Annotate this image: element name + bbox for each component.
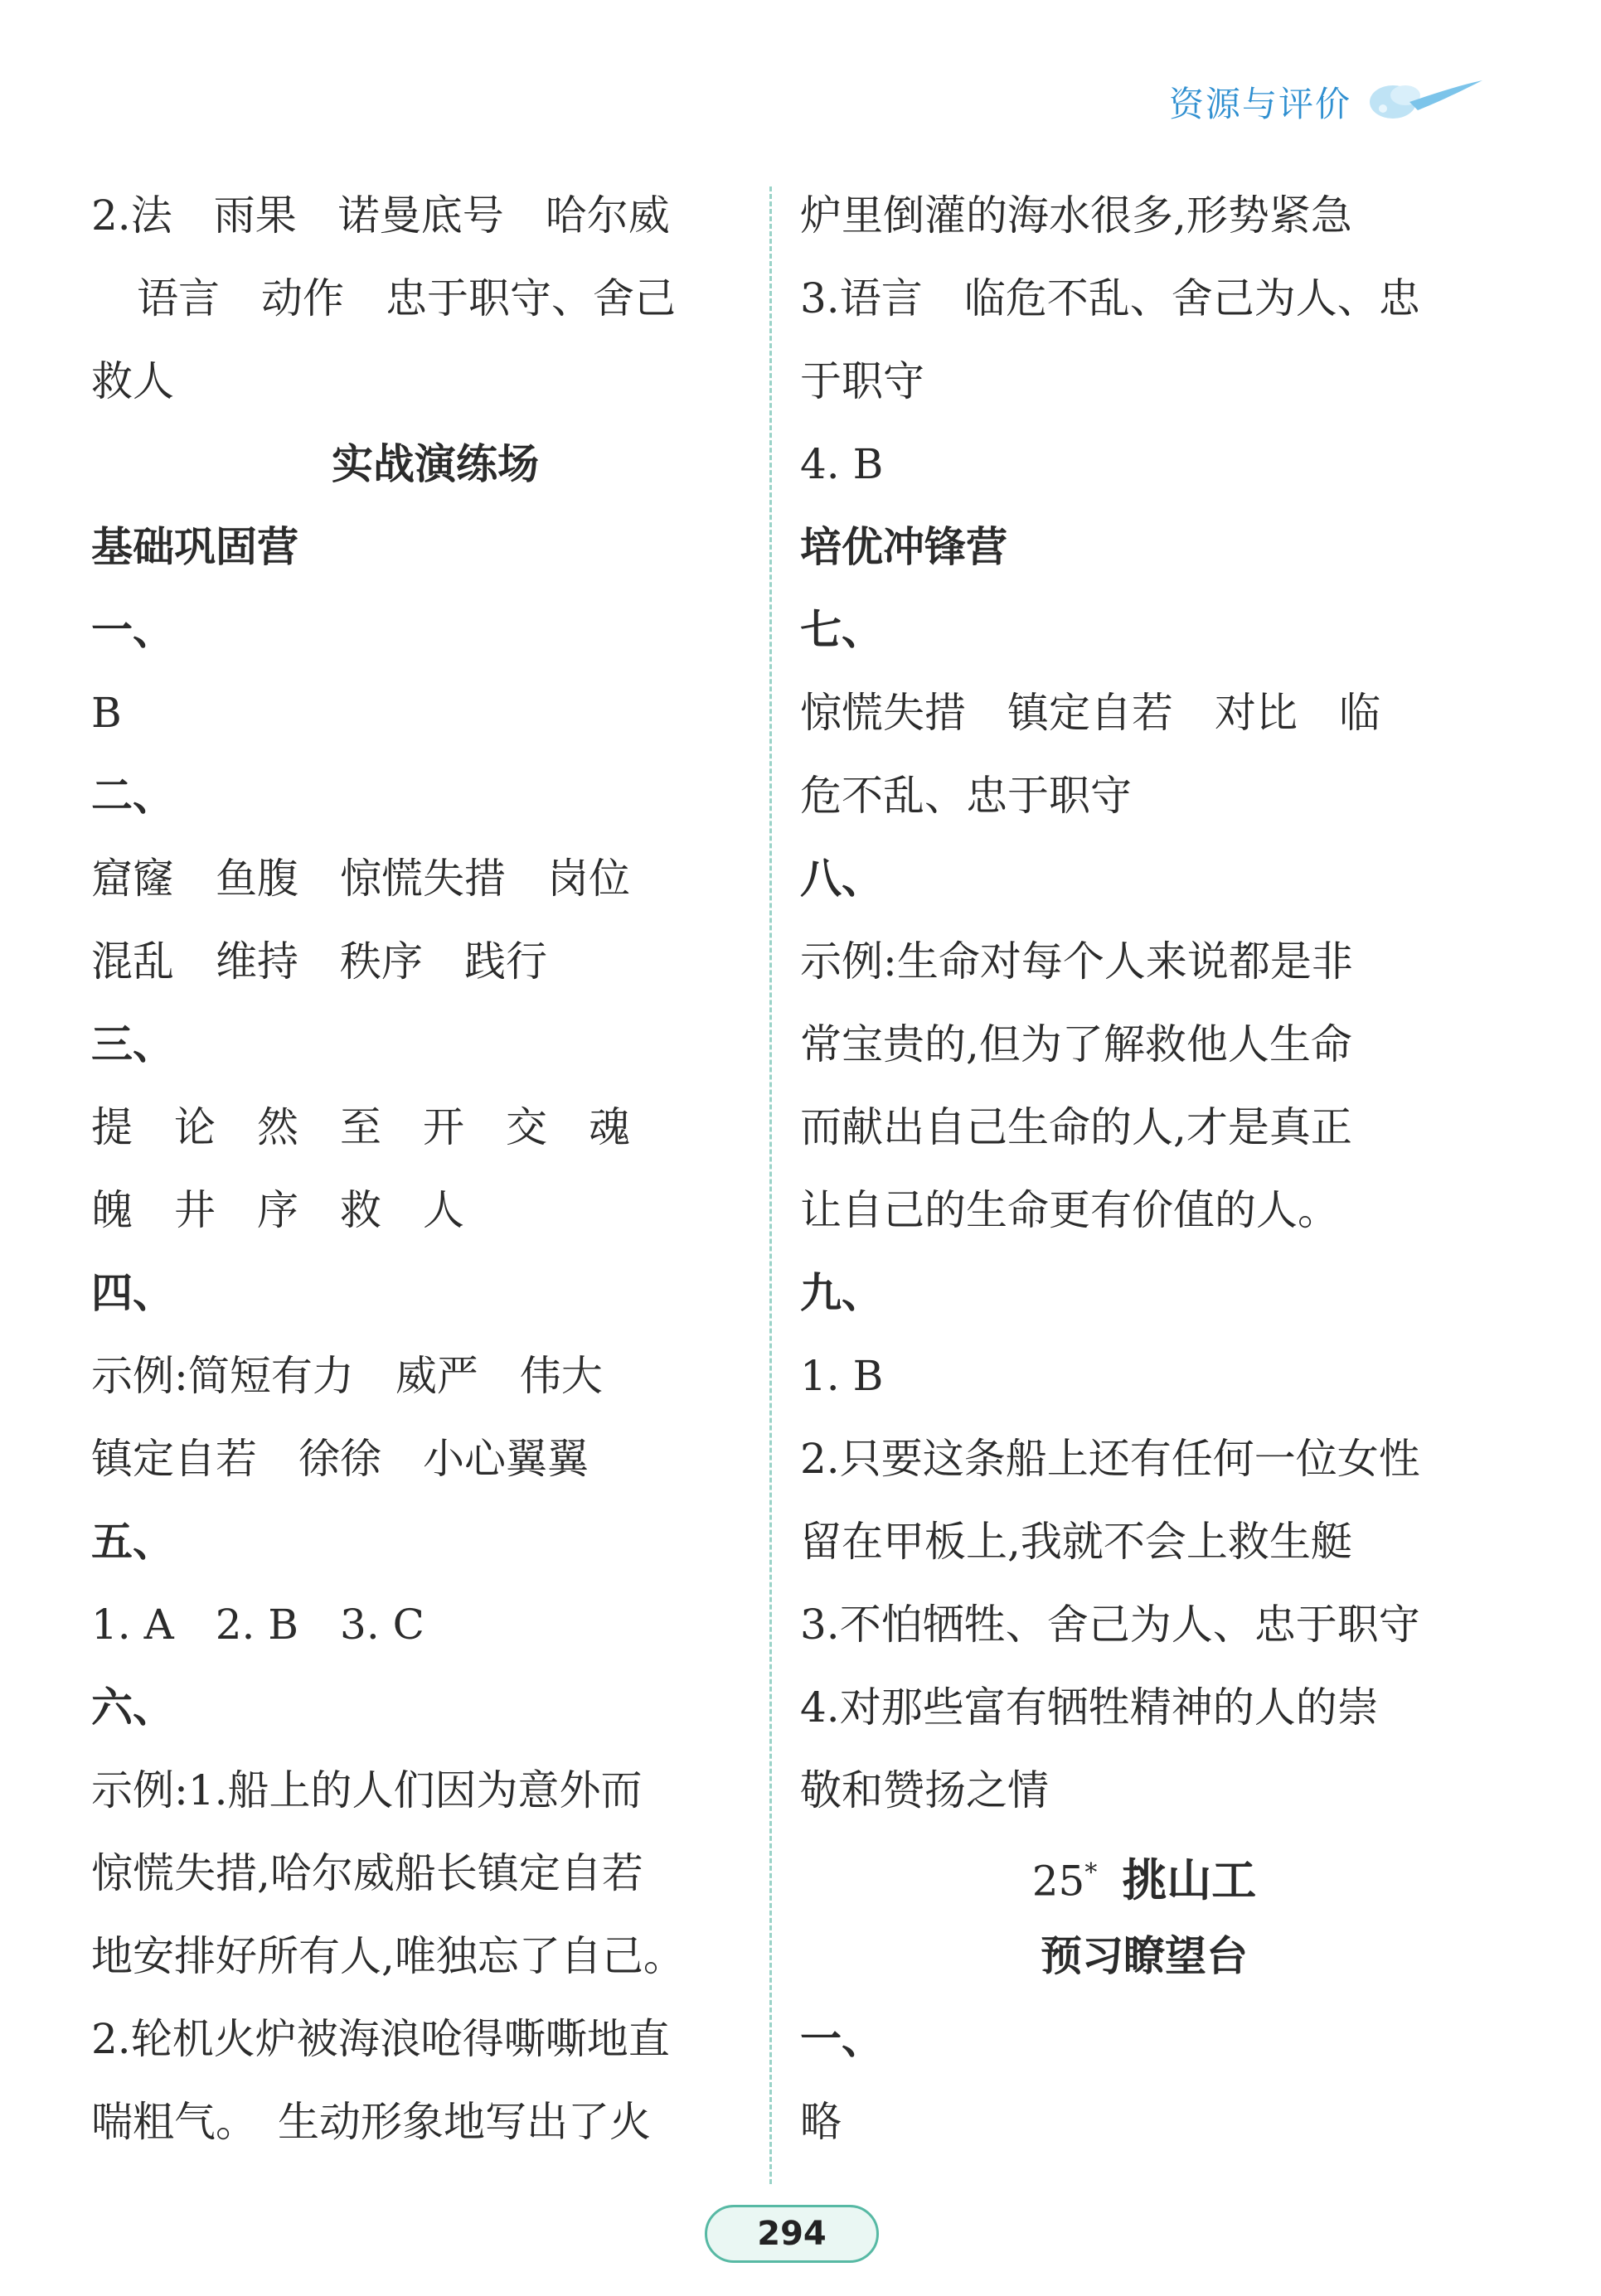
- text-line: 示例:生命对每个人来说都是非: [800, 937, 1353, 986]
- text-line: 1. A 2. B 3. C: [91, 1601, 425, 1649]
- text-line: 常宝贵的,但为了解救他人生命: [800, 1020, 1352, 1068]
- brush-decoration-icon: [1360, 77, 1484, 127]
- text-line: 示例:简短有力 威严 伟大: [91, 1352, 603, 1400]
- question-number: 一、: [800, 2015, 883, 2063]
- text-line: 2.轮机火炉被海浪呛得嘶嘶地直: [91, 2015, 670, 2063]
- question-number: 四、: [91, 1269, 174, 1317]
- text-line: 提 论 然 至 开 交 魂: [91, 1103, 630, 1151]
- text-line: 4.对那些富有牺牲精神的人的崇: [800, 1683, 1379, 1732]
- text-line: 而献出自己生命的人,才是真正: [800, 1103, 1352, 1151]
- text-line: 地安排好所有人,唯独忘了自己。: [91, 1932, 685, 1980]
- lesson-mark: *: [1084, 1858, 1098, 1887]
- lesson-number: 25: [1031, 1857, 1085, 1906]
- text-line: 略: [800, 2098, 842, 2146]
- text-line: 3.语言 临危不乱、舍己为人、忠: [800, 274, 1420, 322]
- text-line: 敬和赞扬之情: [800, 1766, 1049, 1814]
- text-line: 魄 井 序 救 人: [91, 1186, 464, 1234]
- section-title: 预习瞭望台: [1041, 1932, 1248, 1980]
- text-line: 示例:1.船上的人们因为意外而: [91, 1766, 643, 1814]
- subsection-title: 基础巩固营: [91, 523, 298, 571]
- header-title: 资源与评价: [1169, 84, 1352, 124]
- text-line: 喘粗气。 生动形象地写出了火: [91, 2098, 651, 2146]
- text-line: 镇定自若 徐徐 小心翼翼: [91, 1435, 589, 1483]
- right-column: [800, 174, 1488, 2163]
- text-line: 惊慌失措,哈尔威船长镇定自若: [91, 1849, 643, 1897]
- text-line: 2.法 雨果 诺曼底号 哈尔威: [91, 191, 670, 240]
- section-title: 实战演练场: [332, 440, 539, 488]
- text-line: 3.不怕牺牲、舍己为人、忠于职守: [800, 1601, 1420, 1649]
- column-divider: [769, 186, 772, 2184]
- question-number: 九、: [800, 1269, 883, 1317]
- page-number: 294: [757, 2215, 827, 2253]
- question-number: 一、: [91, 606, 174, 654]
- lesson-heading: [800, 1832, 1488, 1915]
- text-line: 窟窿 鱼腹 惊慌失措 岗位: [91, 855, 630, 903]
- left-column: [91, 174, 779, 2163]
- text-line: 危不乱、忠于职守: [800, 772, 1132, 820]
- text-line: 让自己的生命更有价值的人。: [800, 1186, 1339, 1234]
- text-line: 留在甲板上,我就不会上救生艇: [800, 1518, 1352, 1566]
- question-number: 六、: [91, 1683, 174, 1732]
- question-number: 三、: [91, 1020, 174, 1068]
- question-number: 五、: [91, 1518, 174, 1566]
- question-number: 八、: [800, 855, 883, 903]
- text-line: 语言 动作 忠于职守、舍己: [137, 274, 676, 322]
- text-line: 2.只要这条船上还有任何一位女性: [800, 1435, 1420, 1483]
- question-number: 七、: [800, 606, 883, 654]
- text-line: B: [91, 689, 122, 737]
- page-number-badge: [705, 2205, 879, 2263]
- subsection-title: 培优冲锋营: [800, 523, 1007, 571]
- text-line: 于职守: [800, 357, 924, 405]
- page-header: [1169, 73, 1484, 131]
- lesson-title: 挑山工: [1122, 1853, 1257, 1906]
- text-line: 1. B: [800, 1352, 884, 1400]
- text-line: 混乱 维持 秩序 践行: [91, 937, 547, 986]
- question-number: 二、: [91, 772, 174, 820]
- text-line: 惊慌失措 镇定自若 对比 临: [800, 689, 1380, 737]
- text-line: 救人: [91, 357, 174, 405]
- text-line: 炉里倒灌的海水很多,形势紧急: [800, 191, 1352, 240]
- text-line: 4. B: [800, 440, 884, 488]
